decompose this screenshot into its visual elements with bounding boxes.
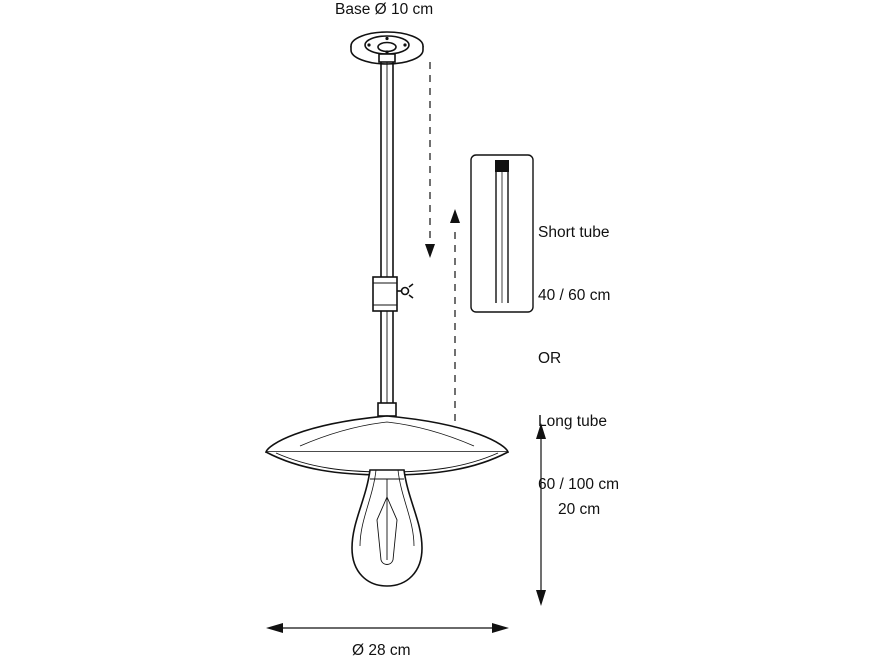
base-screw-top-icon xyxy=(385,37,388,40)
bulb-group xyxy=(352,470,422,586)
upper-tube-cap xyxy=(379,54,395,62)
tube-short-title: Short tube xyxy=(538,224,610,241)
width-arrow-right-icon xyxy=(492,623,509,633)
base-screw-bottom-icon xyxy=(385,50,388,53)
tube-callout-box xyxy=(471,155,533,312)
arrow-down-icon xyxy=(425,244,435,258)
base-screw-right-icon xyxy=(403,43,406,46)
width-dimension-group xyxy=(266,623,509,633)
base-plate-hub xyxy=(378,43,396,52)
tube-long-value: 60 / 100 cm xyxy=(538,476,619,493)
width-dimension-label: Ø 28 cm xyxy=(352,642,411,659)
upper-tube-group xyxy=(379,54,395,277)
callout-tube-cap xyxy=(495,160,509,172)
tube-options-label xyxy=(538,180,619,537)
height-dimension-label: 20 cm xyxy=(558,501,601,518)
lower-tube-collar xyxy=(378,403,396,416)
lower-tube-group xyxy=(378,311,396,416)
width-arrow-left-icon xyxy=(266,623,283,633)
arrow-up-icon xyxy=(450,209,460,223)
lamp-shade-group xyxy=(266,416,508,475)
adjuster-body xyxy=(373,277,397,311)
height-arrow-bottom-icon xyxy=(536,590,546,606)
adjust-arrows-group xyxy=(425,62,460,426)
base-screw-left-icon xyxy=(367,43,370,46)
tube-long-title: Long tube xyxy=(538,413,607,430)
tube-or-separator: OR xyxy=(538,350,562,367)
adjuster-screw-wing-upper xyxy=(409,284,413,287)
base-diameter-label: Base Ø 10 cm xyxy=(335,1,434,18)
tube-adjuster-joint xyxy=(373,277,413,311)
adjuster-screw-wing-lower xyxy=(409,295,413,298)
tube-short-value: 40 / 60 cm xyxy=(538,287,611,304)
adjuster-screw-head-icon xyxy=(402,288,409,295)
shade-dome-outline xyxy=(266,416,508,452)
